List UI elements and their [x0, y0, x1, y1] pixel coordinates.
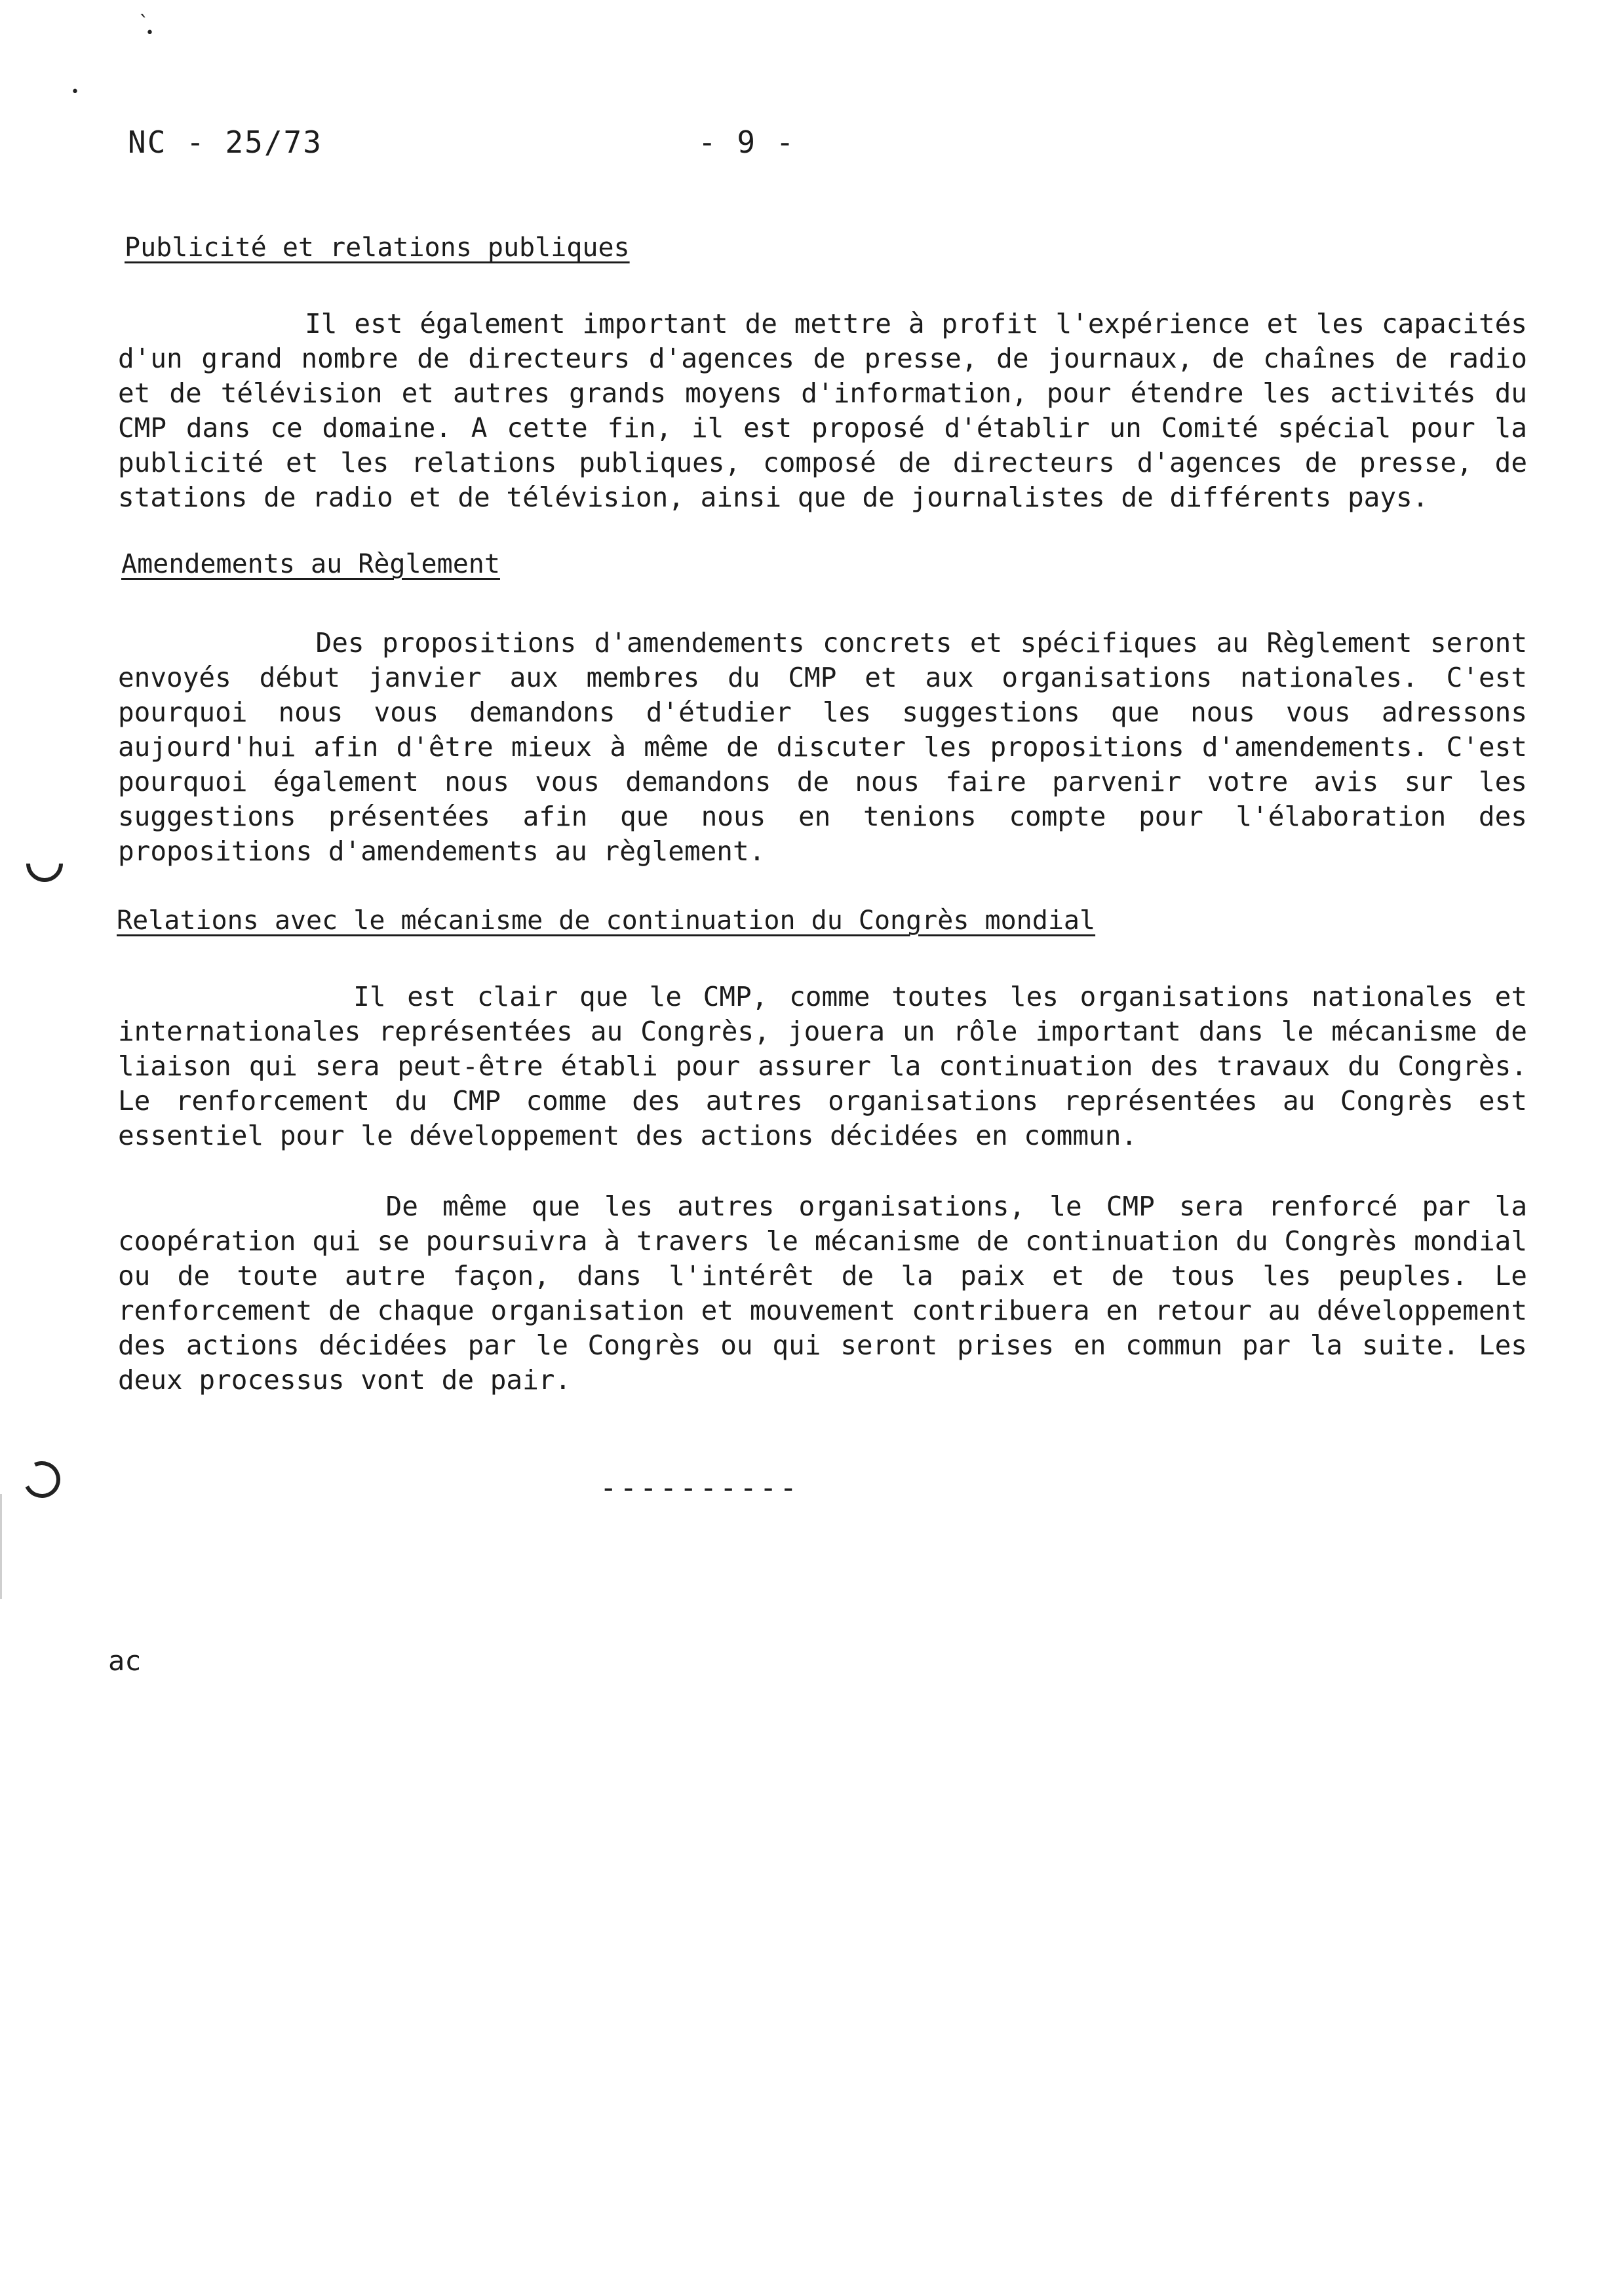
paragraph-publicity: Il est également important de mettre à profit l'expérience et les capacités d'un grand nombre de directeurs d'agences de presse, de journaux, de chaînes de radio et de télévision et autres grands moyens d'information, pour étendre les activités du CMP dans ce domaine. A cette fin, il est proposé d'établir un Comité spécial pour la publicité et les relations publiques, composé de directeurs d'agences de presse, de stations de radio et de télévision, ainsi que de journalistes de différents pays. — [118, 308, 1544, 513]
paragraph-congress-relations-1: Il est clair que le CMP, comme toutes les organisations nationales et internationales représentées au Congrès, jouera un rôle important dans le mécanisme de liaison qui sera peut-être établi pour assurer la continuation des travaux du Congrès. Le renforcement du CMP comme des autres organisations représentées au Congrès est essentiel pour le développement des actions décidées en commun. — [118, 981, 1544, 1151]
punch-hole-mark — [18, 1456, 66, 1503]
section-heading-congress-relations: Relations avec le mécanisme de continuation du Congrès mondial — [117, 906, 1096, 936]
stray-mark: • — [71, 84, 79, 100]
typist-initials: ac — [108, 1645, 142, 1677]
closing-separator: ---------- — [600, 1471, 800, 1504]
document-reference: NC - 25/73 — [128, 124, 322, 160]
punch-hole-mark — [18, 837, 70, 889]
stray-mark: • — [146, 25, 154, 41]
section-heading-publicity: Publicité et relations publiques — [125, 233, 630, 263]
paragraph-congress-relations-2: De même que les autres organisations, le CMP sera renforcé par la coopération qui se poursuivra à travers le mécanisme de continuation du Congrès mondial ou de toute autre façon, dans l'intérêt de la paix et de tous les peuples. Le renforcement de chaque organisation et mouvement contribuera en retour au développement des actions décidées par le Congrès ou qui seront prises en commun par la suite. Les deux processus vont de pair. — [118, 1191, 1544, 1396]
section-heading-amendments: Amendements au Règlement — [121, 549, 500, 579]
stray-mark: ` — [139, 12, 149, 35]
scan-margin-line — [0, 1494, 2, 1599]
page-number: - 9 - — [698, 124, 796, 160]
paragraph-amendments: Des propositions d'amendements concrets et spécifiques au Règlement seront envoyés début janvier aux membres du CMP et aux organisations nationales. C'est pourquoi nous vous demandons d'étudier les suggestions que nous vous adressons aujourd'hui afin d'être mieux à même de discuter les propositions d'amendements. C'est pourquoi également nous vous demandons de nous faire parvenir votre avis sur les suggestions présentées afin que nous en tenions compte pour l'élaboration des propositions d'amendements au règlement. — [118, 627, 1544, 867]
